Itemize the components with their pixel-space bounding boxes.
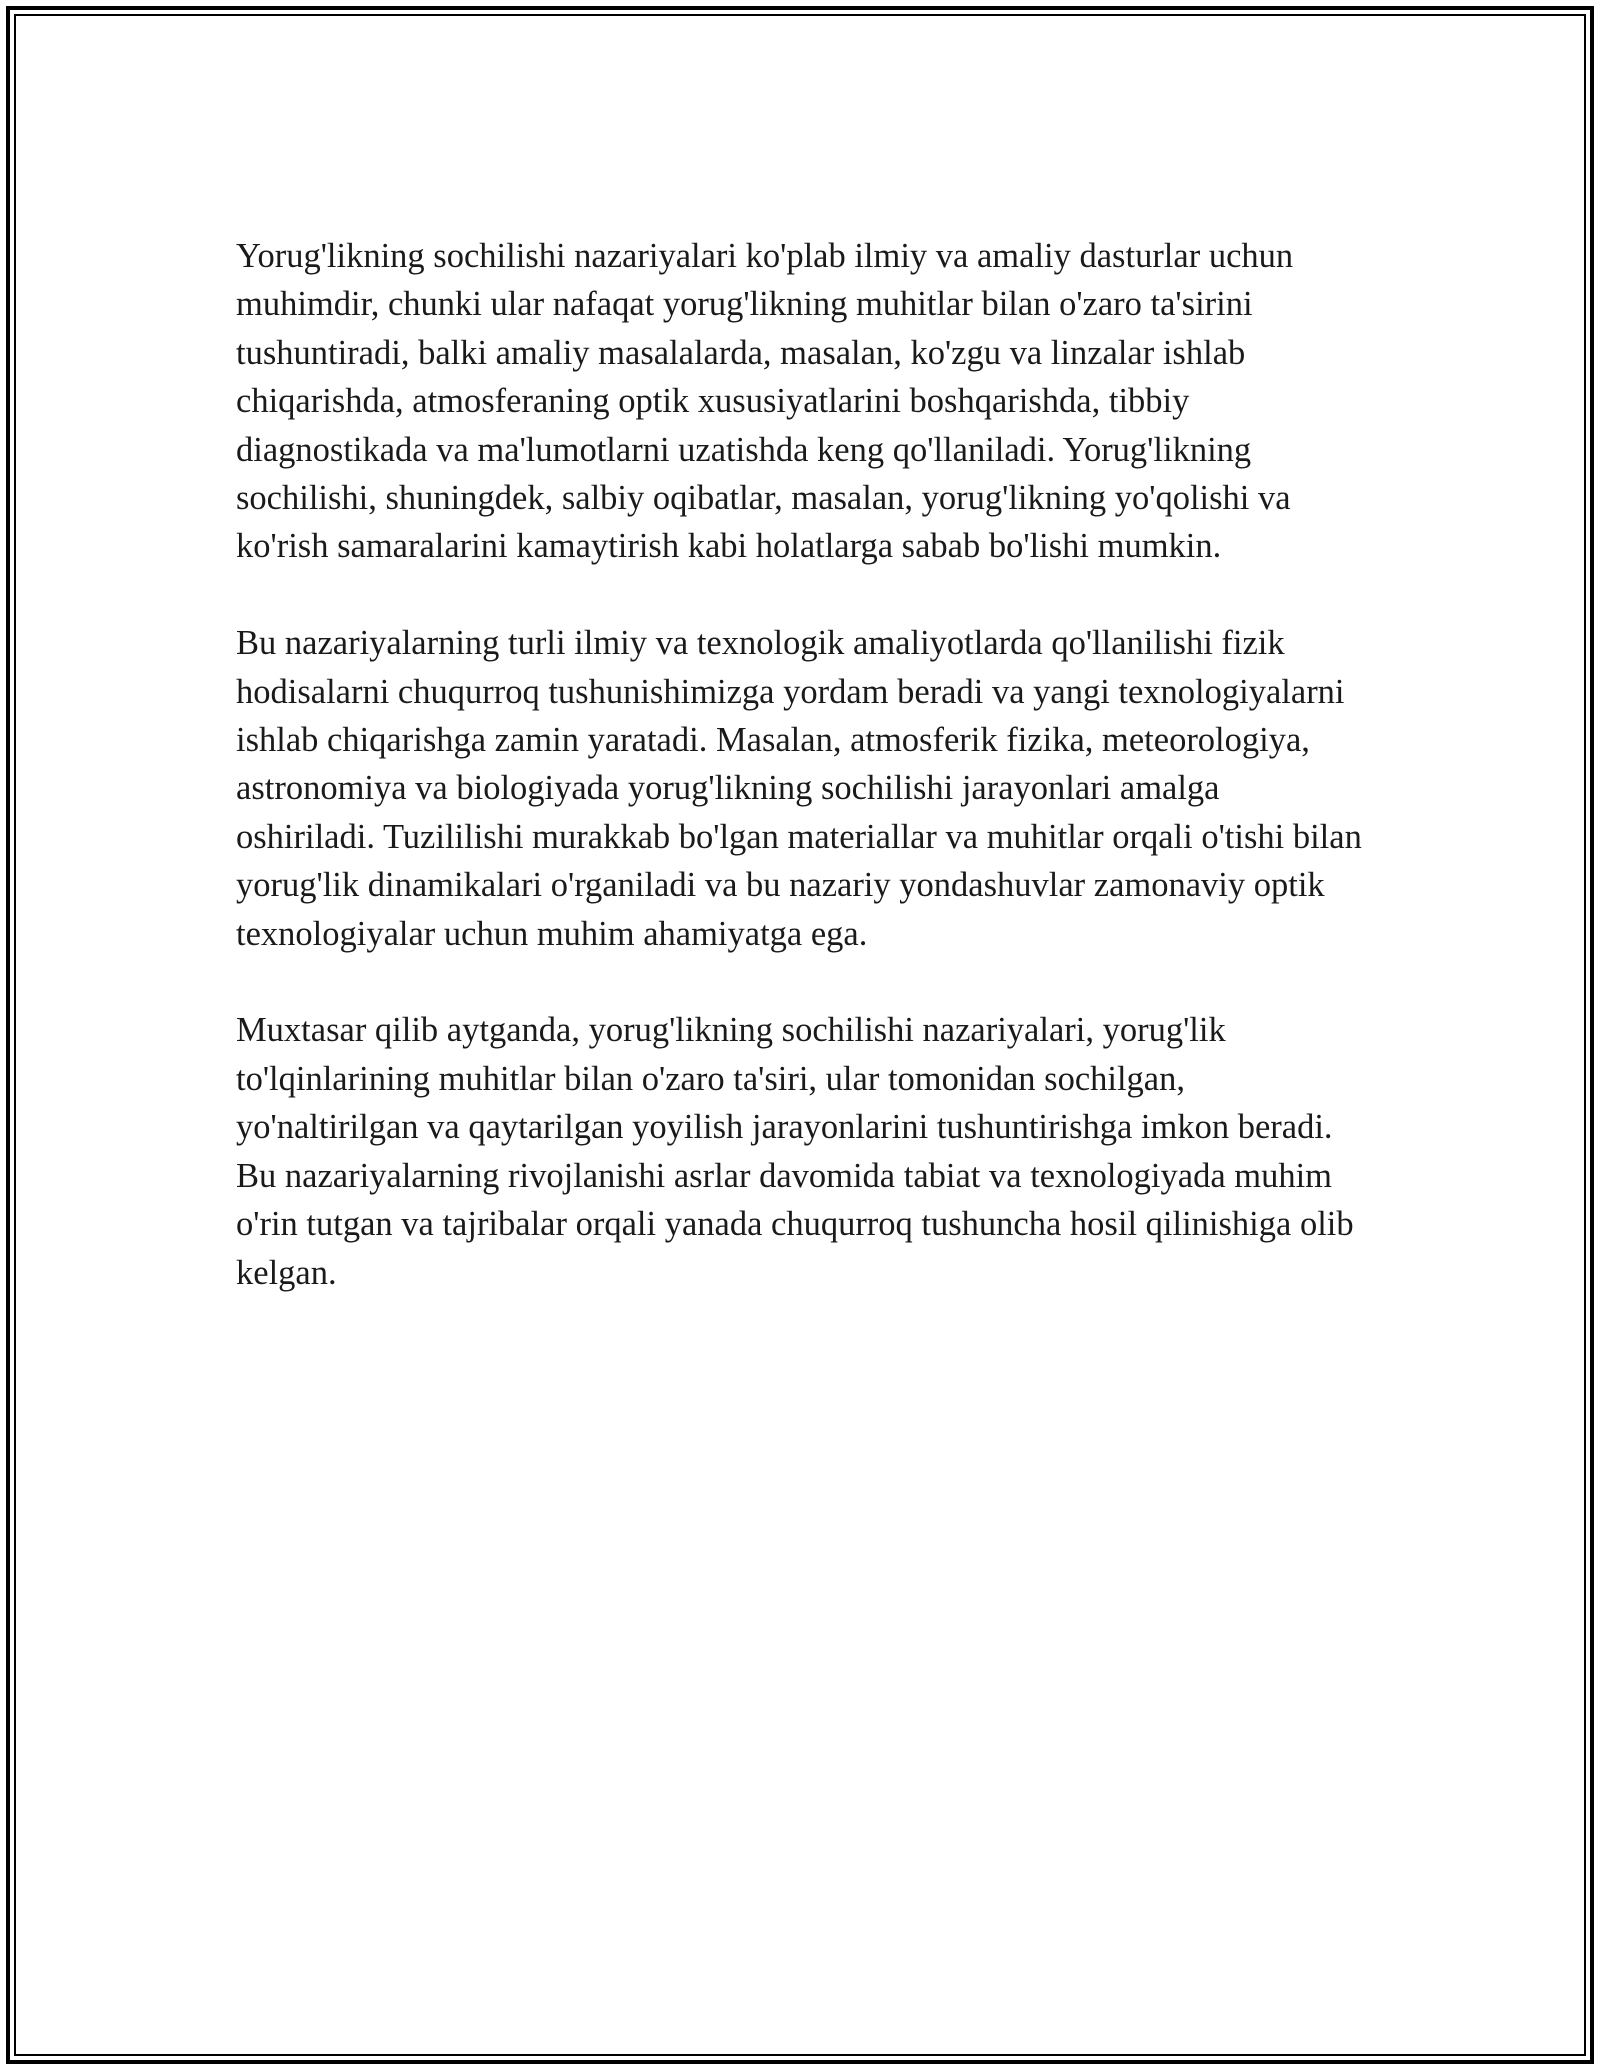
paragraph-1: Yorug'likning sochilishi nazariyalari ko'plab ilmiy va amaliy dasturlar uchun muhimdir, chunki ular nafaqat yorug'likning muhitlar bilan o'zaro ta'sirini tushuntiradi, balki amaliy masalalarda, masalan, ko'zgu va linzalar ishlab chiqarishda, atmosferaning optik xususiyatlarini boshqarishda, tibbiy diagnostikada va ma'lumotlarni uzatishda keng qo'llaniladi. Yorug'likning sochilishi, shuningdek, salbiy oqibatlar, masalan, yorug'likning yo'qolishi va ko'rish samaralarini kamaytirish kabi holatlarga sabab bo'lishi mumkin. [236,237,1294,566]
paragraph-2: Bu nazariyalarning turli ilmiy va texnologik amaliyotlarda qo'llanilishi fizik hodisalarni chuqurroq tushunishimizga yordam beradi va yangi texnologiyalarni ishlab chiqarishga zamin yaratadi. Masalan, atmosferik fizika, meteorologiya, astronomiya va biologiyada yorug'likning sochilishi jarayonlari amalga oshiriladi. Tuzililishi murakkab bo'lgan materiallar va muhitlar orqali o'tishi bilan yorug'lik dinamikalari o'rganiladi va bu nazariy yondashuvlar zamonaviy optik texnologiyalar uchun muhim ahamiyatga ega. [236,624,1362,953]
paragraph-3: Muxtasar qilib aytganda, yorug'likning sochilishi nazariyalari, yorug'lik to'lqinlarining muhitlar bilan o'zaro ta'siri, ular tomonidan sochilgan, yo'naltirilgan va qaytarilgan yoyilish jarayonlarini tushuntirishga imkon beradi. Bu nazariyalarning rivojlanishi asrlar davomida tabiat va texnologiyada muhim o'rin tutgan va tajribalar orqali yanada chuqurroq tushuncha hosil qilinishiga olib kelgan. [236,1011,1354,1292]
document-body [236,232,1366,1345]
